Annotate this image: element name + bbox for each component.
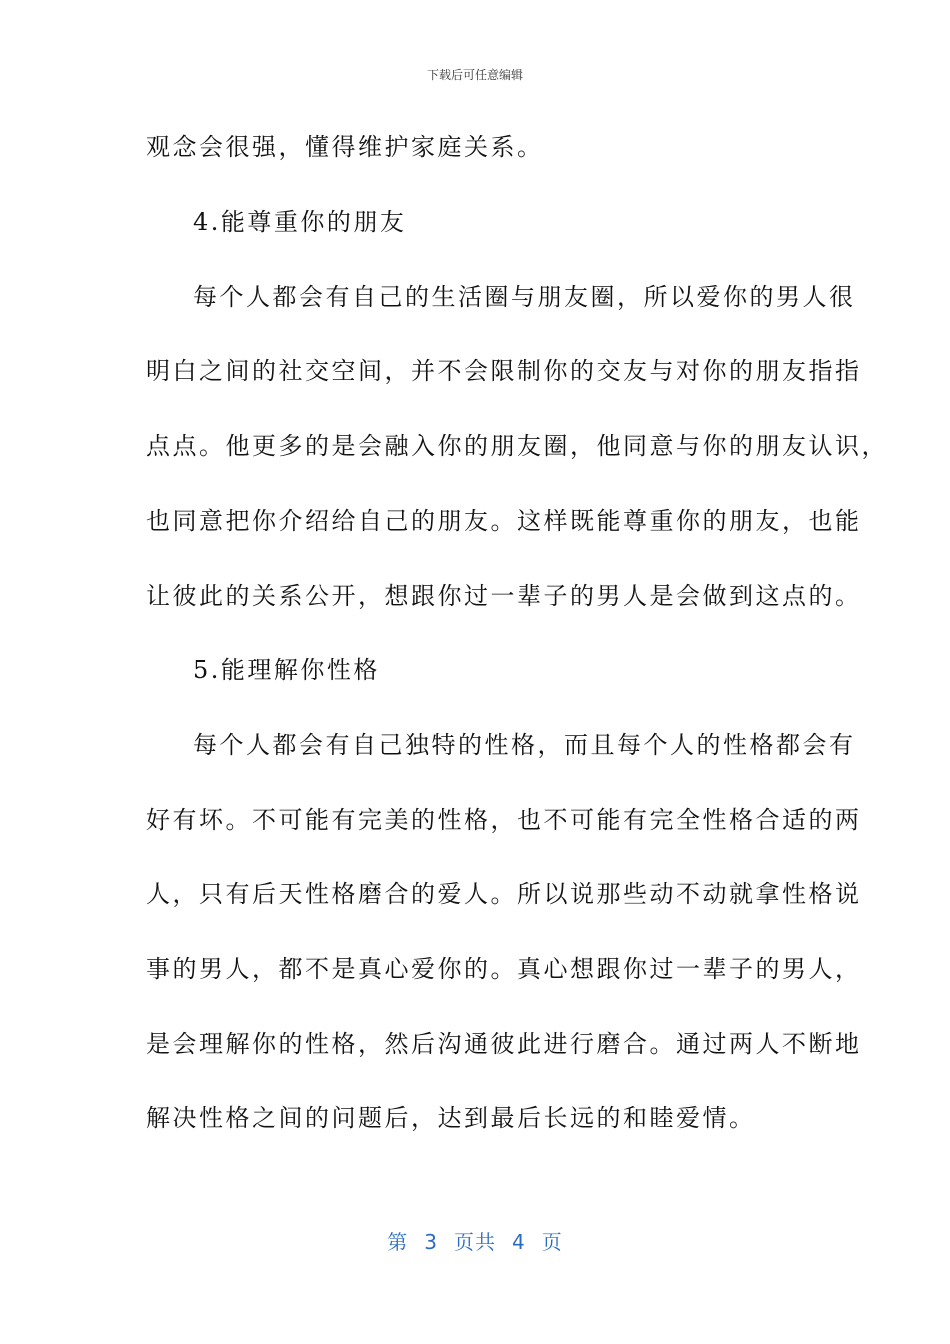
page-footer <box>0 1226 950 1255</box>
page-of-label: 页共 <box>454 1230 496 1254</box>
paragraph-first-line: 每个人都会有自己独特的性格，而且每个人的性格都会有 <box>193 731 856 759</box>
paragraph-first-line: 每个人都会有自己的生活圈与朋友圈，所以爱你的男人很 <box>193 283 856 311</box>
section-heading: 4.能尊重你的朋友 <box>193 208 407 236</box>
section-heading: 5.能理解你性格 <box>193 656 380 684</box>
page-current-number: 3 <box>424 1230 438 1254</box>
page-total-number: 4 <box>512 1230 526 1254</box>
page-header: 下载后可任意编辑 <box>426 68 523 82</box>
body-line: 点点。他更多的是会融入你的朋友圈，他同意与你的朋友认识， <box>146 432 888 460</box>
body-line: 事的男人，都不是真心爱你的。真心想跟你过一辈子的男人， <box>146 955 862 983</box>
body-line: 好有坏。不可能有完美的性格，也不可能有完全性格合适的两 <box>146 806 862 834</box>
body-line: 人，只有后天性格磨合的爱人。所以说那些动不动就拿性格说 <box>146 880 862 908</box>
body-line: 让彼此的关系公开，想跟你过一辈子的男人是会做到这点的。 <box>146 582 862 610</box>
body-line: 也同意把你介绍给自己的朋友。这样既能尊重你的朋友，也能 <box>146 507 862 535</box>
page-suffix: 页 <box>541 1230 563 1254</box>
body-line: 是会理解你的性格，然后沟通彼此进行磨合。通过两人不断地 <box>146 1030 862 1058</box>
body-line: 解决性格之间的问题后，达到最后长远的和睦爱情。 <box>146 1104 756 1132</box>
body-line: 观念会很强，懂得维护家庭关系。 <box>146 133 544 161</box>
body-line: 明白之间的社交空间，并不会限制你的交友与对你的朋友指指 <box>146 357 862 385</box>
page-label: 第 <box>387 1230 409 1254</box>
